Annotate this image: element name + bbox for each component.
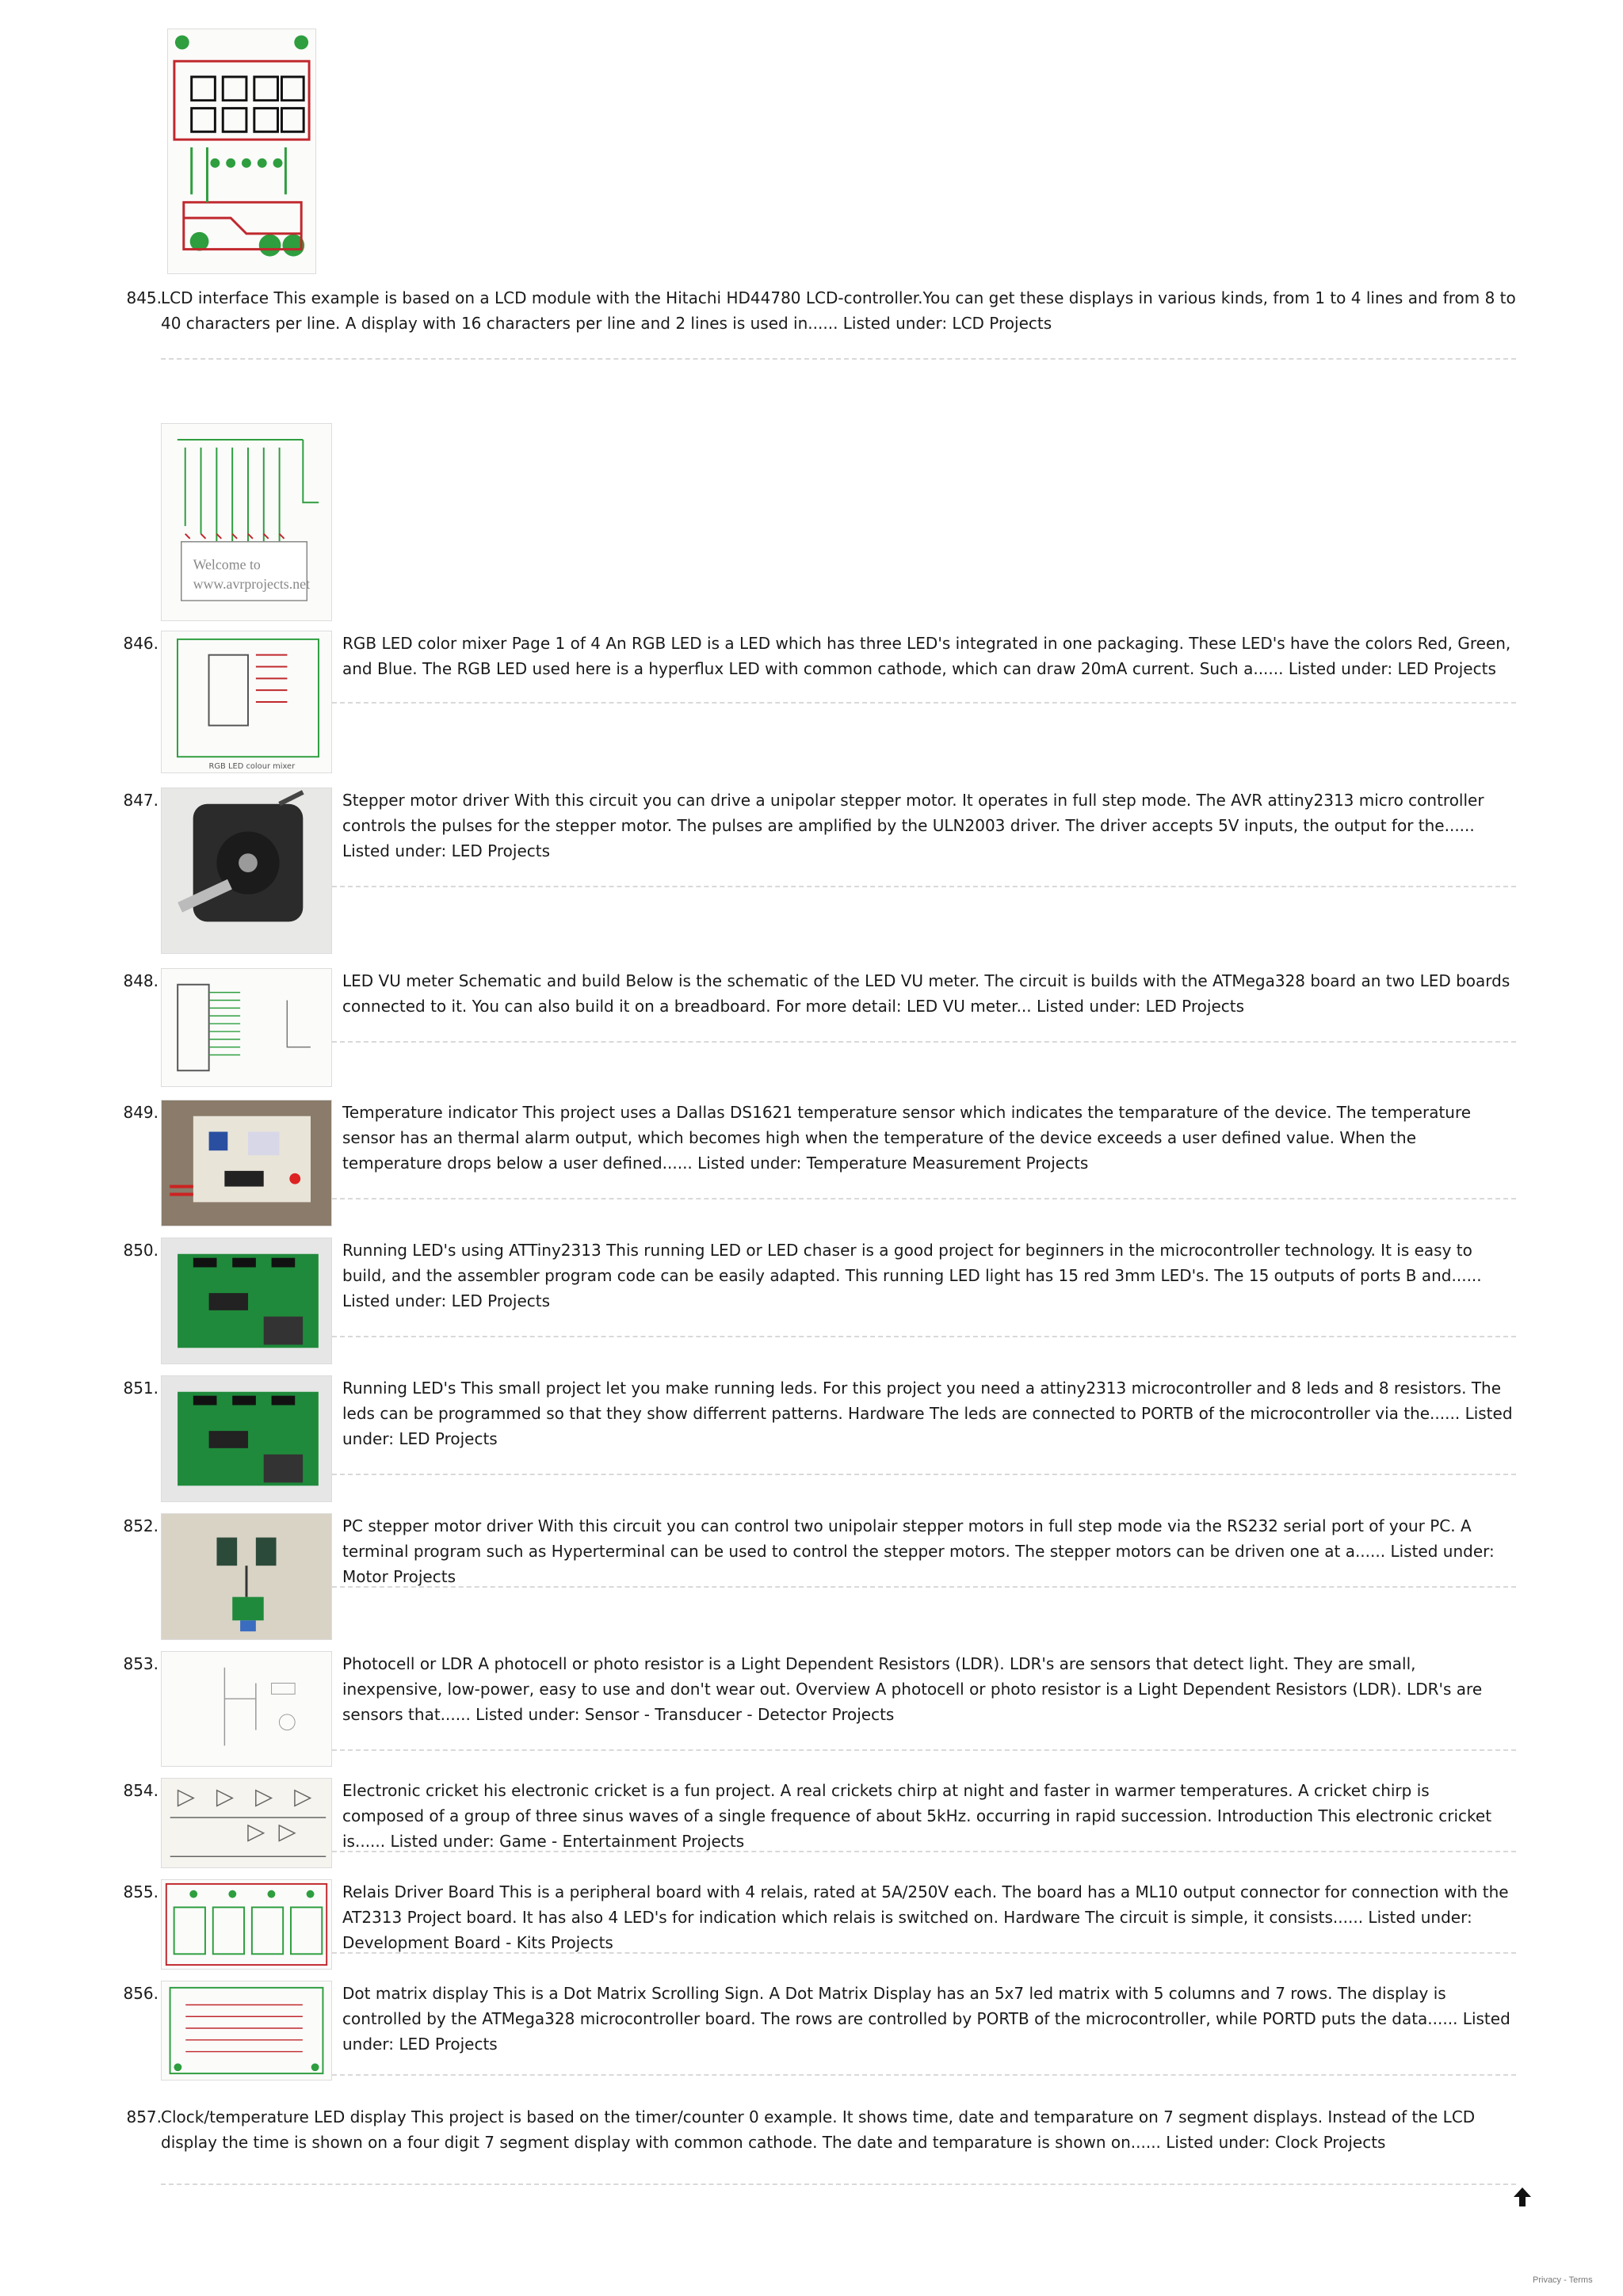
separator — [332, 1336, 1516, 1337]
thumbnail[interactable] — [161, 1238, 332, 1364]
separator — [332, 886, 1516, 887]
schematic-image — [162, 631, 331, 772]
item-description[interactable]: Clock/temperature LED display This project is based on the timer/counter 0 example. It shows time, date and temparature on 7 segment displays. Instead of the LCD display the time is shown on a four digit 7 segment display with common cathode. The date and temparature is shown on...... Listed under: Clock Projects — [161, 2107, 1476, 2152]
thumbnail[interactable] — [161, 1981, 332, 2081]
item-number: 855. — [123, 1882, 158, 1901]
item-description[interactable]: Photocell or LDR A photocell or photo resistor is a Light Dependent Resistors (LDR). LDR's are sensors that detect light. They are small, inexpensive, low-power, easy to use and don't wear out. Overview A photocell or photo resistor is a Light Dependent Resistors (LDR). LDR's are sensors that...... Listed under: Sensor - Transducer - Detector Projects — [342, 1654, 1483, 1724]
thumbnail[interactable] — [161, 1651, 332, 1767]
stepper-motor-photo — [162, 788, 331, 953]
legal-links[interactable]: Privacy - Terms — [1533, 2275, 1593, 2285]
pcb-layout-image — [168, 29, 315, 273]
thumbnail[interactable] — [161, 968, 332, 1087]
item-number: 852. — [123, 1516, 158, 1535]
item-number: 854. — [123, 1781, 158, 1800]
thumbnail[interactable] — [161, 1100, 332, 1226]
item-number: 857. — [126, 2107, 162, 2126]
item-description[interactable]: Dot matrix display This is a Dot Matrix Scrolling Sign. A Dot Matrix Display has an 5x7 led matrix with 5 columns and 7 rows. The display is controlled by the ATMega328 microcontroller board. The rows are controlled by PORTB of the microcontroller, while PORTD puts the data...... Listed under: LED Projects — [342, 1984, 1510, 2054]
separator — [332, 1198, 1516, 1199]
item-description[interactable]: Stepper motor driver With this circuit you can drive a unipolar stepper motor. It operates in full step mode. The AVR attiny2313 micro controller controls the pulses for the stepper motor. The pulses are amplified by the ULN2003 driver. The driver accepts 5V inputs, the output for the...... Listed under: LED Projects — [342, 791, 1484, 860]
thumbnail-lcd-schematic[interactable] — [161, 423, 332, 621]
item-description[interactable]: Running LED's using ATTiny2313 This running LED or LED chaser is a good project for beginners in the microcontroller technology. It is easy to build, and the assembler program code can be easily adapted. This running LED light has 15 red 3mm LED's. The 15 outputs of ports B and...... Listed under: LED Projects — [342, 1241, 1482, 1310]
separator — [161, 358, 1516, 360]
item-description[interactable]: PC stepper motor driver With this circuit you can control two unipolair stepper motors in full step mode via the RS232 serial port of your PC. A terminal program such as Hyperterminal can be used to control the stepper motors. The stepper motors can be driven one at a...... Listed under: Motor Projects — [342, 1516, 1495, 1586]
circuit-board-photo — [162, 1100, 331, 1226]
thumbnail[interactable] — [161, 1375, 332, 1502]
separator — [332, 1851, 1516, 1852]
thumbnail[interactable] — [161, 1778, 332, 1868]
item-number: 847. — [123, 791, 158, 810]
svg-text:RGB LED colour mixer: RGB LED colour mixer — [208, 762, 296, 772]
thumbnail[interactable] — [161, 1879, 332, 1970]
separator — [332, 1474, 1516, 1475]
item-description[interactable]: Electronic cricket his electronic cricket is a fun project. A real crickets chirp at night and faster in warmer temperatures. A cricket chirp is composed of a group of three sinus waves of a single frequence of about 5kHz. occurring in rapid succession. Introduction This electronic cricket is...... Listed under: Game - Entertainment Projects — [342, 1781, 1492, 1851]
item-number: 856. — [123, 1984, 158, 2003]
arrow-up-icon — [1509, 2183, 1536, 2210]
item-number: 849. — [123, 1103, 158, 1122]
schematic-image — [162, 1652, 331, 1766]
thumbnail-pcb-layout[interactable] — [167, 29, 316, 274]
separator — [332, 1749, 1516, 1751]
item-description[interactable]: LCD interface This example is based on a LCD module with the Hitachi HD44780 LCD-controller.You can get these displays in various kinds, from 1 to 4 lines and from 8 to 40 characters per line. A display with 16 characters per line and 2 lines is used in...... Listed under: LCD Projects — [161, 288, 1516, 333]
back-to-top-button[interactable] — [1509, 2183, 1536, 2210]
separator — [332, 1952, 1516, 1954]
svg-text:Welcome to: Welcome to — [193, 556, 261, 573]
thumbnail[interactable] — [161, 788, 332, 954]
item-number: 845. — [126, 288, 162, 307]
item-description[interactable]: Relais Driver Board This is a peripheral board with 4 relais, rated at 5A/250V each. The board has a ML10 output connector for connection with the AT2313 Project board. It has also 4 LED's for indication which relais is switched on. Hardware The circuit is simple, it consists...... Listed under: Development Board - Kits Projects — [342, 1882, 1509, 1952]
separator — [332, 2074, 1516, 2076]
lcd-schematic-image — [162, 424, 331, 620]
thumbnail[interactable] — [161, 1513, 332, 1640]
separator — [332, 1586, 1516, 1588]
thumbnail[interactable] — [161, 631, 332, 773]
item-description[interactable]: Running LED's This small project let you make running leds. For this project you need a attiny2313 microcontroller and 8 leds and 8 resistors. The leds can be programmed so that they show differrent patterns. Hardware The leds are connected to PORTB of the microcontroller via the...... Listed under: LED Projects — [342, 1379, 1513, 1448]
item-description[interactable]: RGB LED color mixer Page 1 of 4 An RGB LED is a LED which has three LED's integrated in one packaging. These LED's have the colors Red, Green, and Blue. The RGB LED used here is a hyperflux LED with common cathode, which can draw 20mA current. Such a...... Listed under: LED Projects — [342, 634, 1511, 678]
svg-text:www.avrprojects.net: www.avrprojects.net — [193, 576, 311, 593]
green-pcb-photo — [162, 1376, 331, 1501]
item-number: 846. — [123, 634, 158, 653]
item-number: 851. — [123, 1379, 158, 1398]
schematic-image — [162, 1779, 331, 1867]
separator — [332, 702, 1516, 704]
pcb-layout-image — [162, 1981, 331, 2080]
separator — [161, 2183, 1516, 2185]
green-pcb-photo — [162, 1238, 331, 1363]
item-number: 853. — [123, 1654, 158, 1673]
driver-board-photo — [162, 1514, 331, 1639]
item-number: 850. — [123, 1241, 158, 1260]
item-number: 848. — [123, 971, 158, 990]
separator — [332, 1041, 1516, 1043]
item-description[interactable]: LED VU meter Schematic and build Below is the schematic of the LED VU meter. The circuit is builds with the ATMega328 board an two LED boards connected to it. You can also build it on a breadboard. For more detail: LED VU meter... Listed under: LED Projects — [342, 971, 1510, 1016]
schematic-image — [162, 969, 331, 1086]
item-description[interactable]: Temperature indicator This project uses a Dallas DS1621 temperature sensor which indicates the temparature of the device. The temperature sensor has an thermal alarm output, which becomes high when the temperature of the device exceeds a user defined value. When the temperature drops below a user defined...... Listed under: Temperature Measurement Projects — [342, 1103, 1472, 1173]
pcb-layout-image — [162, 1880, 331, 1969]
